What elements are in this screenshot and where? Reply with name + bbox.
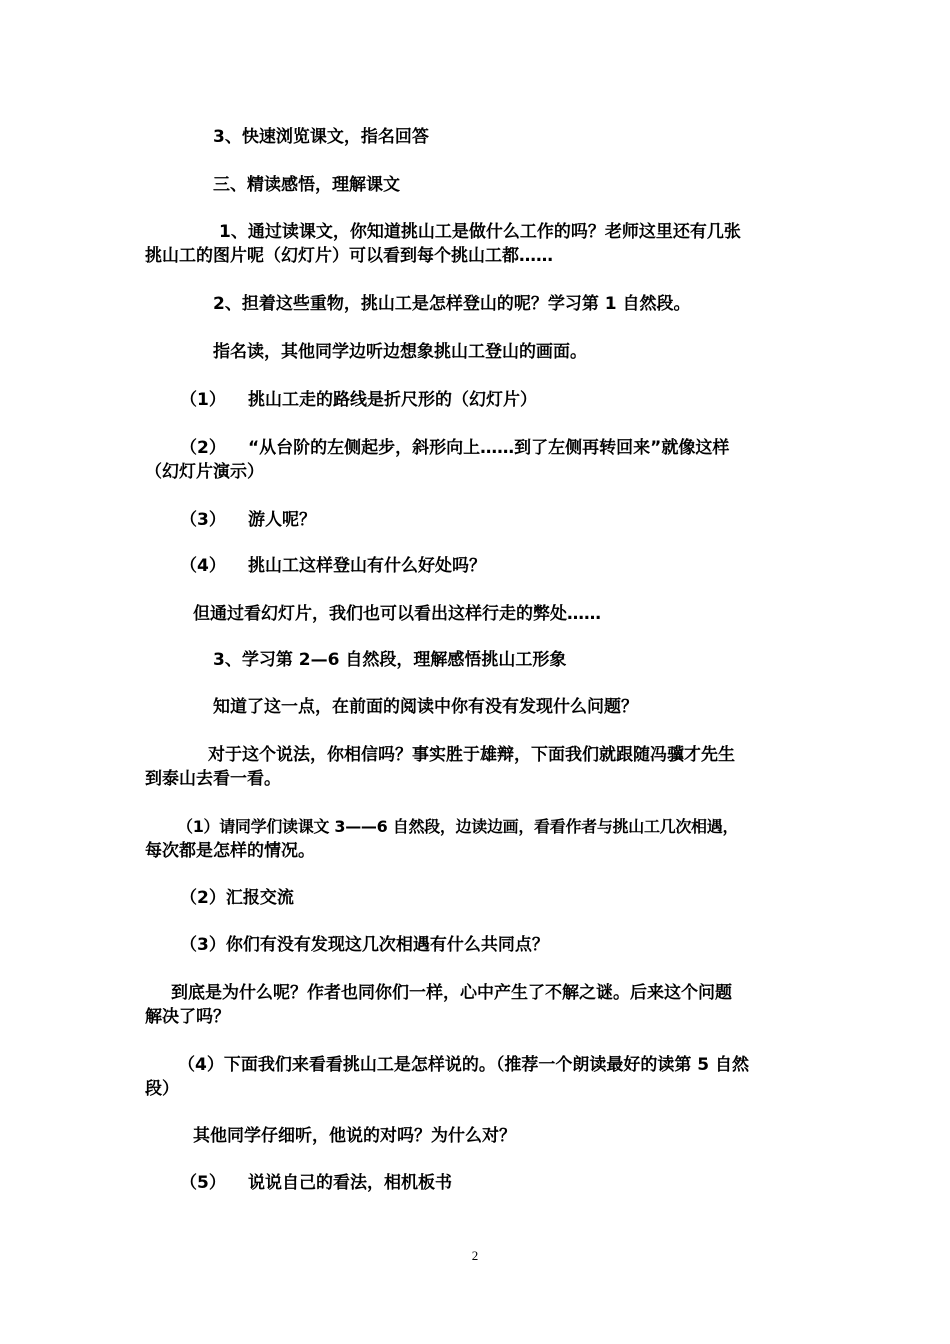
list-item-number: （2） xyxy=(180,438,226,458)
text-line: 到泰山去看一看。 xyxy=(145,769,281,789)
text-line: （幻灯片演示） xyxy=(145,462,264,482)
text-line: 每次都是怎样的情况。 xyxy=(145,841,315,861)
text-line: 段） xyxy=(145,1079,179,1099)
list-item-text: 挑山工这样登山有什么好处吗？ xyxy=(248,556,486,576)
text-line: 3、快速浏览课文，指名回答 xyxy=(213,127,429,147)
list-item-number: （1） xyxy=(180,390,226,410)
section-heading: 三、精读感悟，理解课文 xyxy=(213,175,400,195)
list-item-text: 游人呢？ xyxy=(248,510,316,530)
list-item-text: “从台阶的左侧起步，斜形向上……到了左侧再转回来”就像这样 xyxy=(248,438,730,458)
text-line: 但通过看幻灯片，我们也可以看出这样行走的弊处…… xyxy=(193,604,601,624)
page-number: 2 xyxy=(471,1248,479,1263)
text-line: 挑山工的图片呢（幻灯片）可以看到每个挑山工都…… xyxy=(145,246,553,266)
list-item xyxy=(180,554,486,578)
list-item-number: （4） xyxy=(180,556,226,576)
list-item-text: 说说自己的看法，相机板书 xyxy=(248,1173,452,1193)
text-line: 1、通过读课文，你知道挑山工是做什么工作的吗？老师这里还有几张 xyxy=(219,222,741,242)
list-item-number: （5） xyxy=(180,1173,226,1193)
text-line: 知道了这一点，在前面的阅读中你有没有发现什么问题？ xyxy=(213,697,638,717)
text-line: （2）汇报交流 xyxy=(180,888,294,908)
text-line: （4）下面我们来看看挑山工是怎样说的。（推荐一个朗读最好的读第 5 自然 xyxy=(178,1055,749,1075)
list-item-number: （3） xyxy=(180,510,226,530)
list-item-text: 挑山工走的路线是折尺形的（幻灯片） xyxy=(248,390,537,410)
list-item xyxy=(180,388,537,412)
text-line: 解决了吗？ xyxy=(145,1007,230,1027)
text-line: 指名读，其他同学边听边想象挑山工登山的画面。 xyxy=(213,342,587,362)
list-item xyxy=(180,1171,452,1195)
text-line: （3）你们有没有发现这几次相遇有什么共同点？ xyxy=(180,935,549,955)
list-item xyxy=(180,436,729,460)
text-line: （1）请同学们读课文 3——6 自然段，边读边画，看看作者与挑山工几次相遇， xyxy=(177,817,739,836)
list-item xyxy=(180,508,316,532)
text-line: 2、担着这些重物，挑山工是怎样登山的呢？学习第 1 自然段。 xyxy=(213,294,691,314)
text-line: 到底是为什么呢？作者也同你们一样，心中产生了不解之谜。后来这个问题 xyxy=(171,983,732,1003)
text-line: 3、学习第 2—6 自然段，理解感悟挑山工形象 xyxy=(213,650,567,670)
text-line: 对于这个说法，你相信吗？事实胜于雄辩，下面我们就跟随冯骥才先生 xyxy=(208,745,735,765)
text-line: 其他同学仔细听，他说的对吗？为什么对？ xyxy=(193,1126,516,1146)
